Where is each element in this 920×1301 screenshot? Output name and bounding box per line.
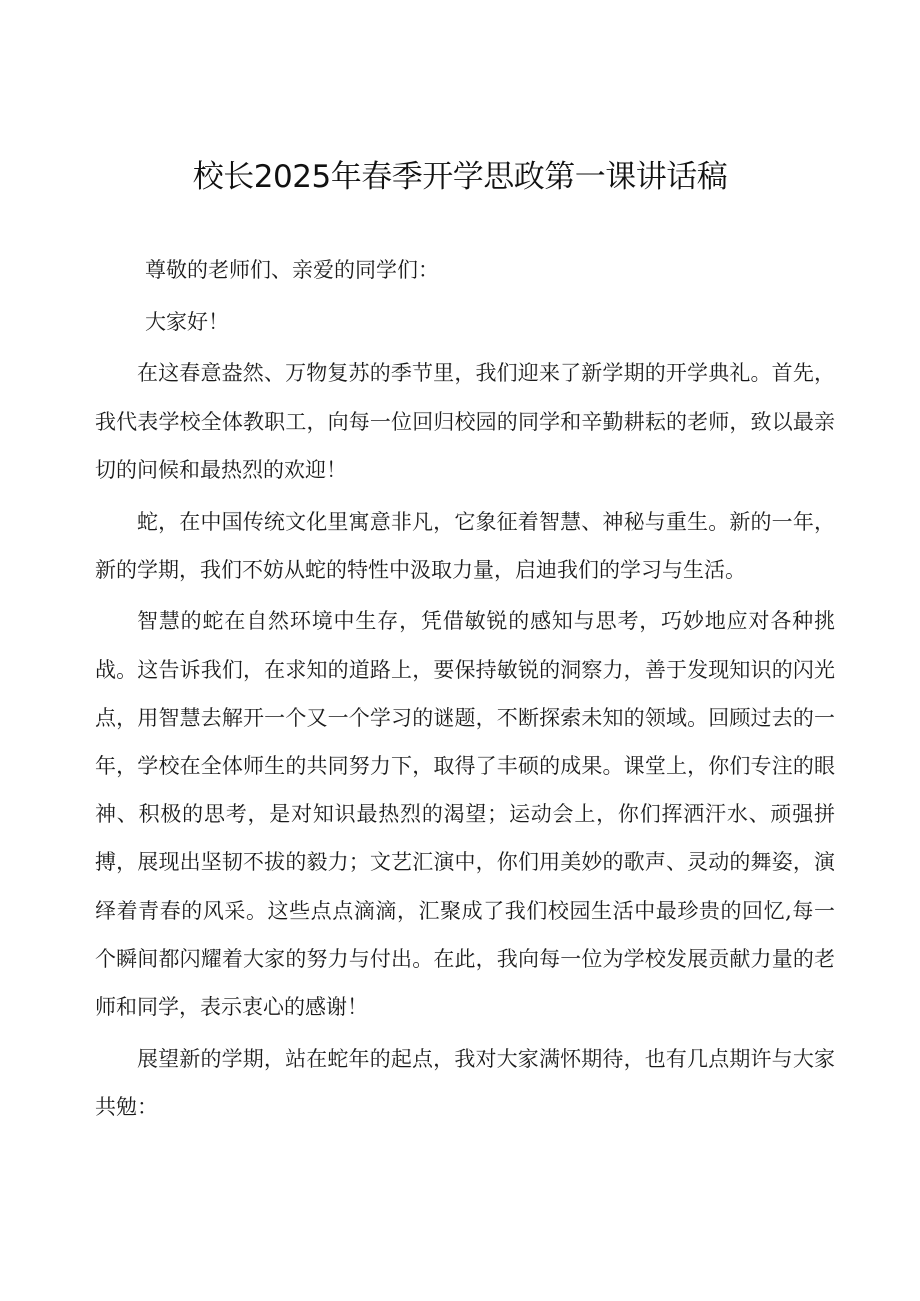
document-body [95, 246, 835, 1135]
outlook-paragraph: 展望新的学期，站在蛇年的起点，我对大家满怀期待，也有几点期许与大家共勉： [95, 1046, 835, 1119]
greeting-paragraph: 大家好！ [145, 309, 229, 334]
document-title: 校长2025年春季开学思政第一课讲话稿 [192, 159, 728, 195]
review-paragraph: 智慧的蛇在自然环境中生存，凭借敏锐的感知与思考，巧妙地应对各种挑战。这告诉我们，在求知的道路上，要保持敏锐的洞察力，善于发现知识的闪光点，用智慧去解开一个又一个学习的谜题，不断探索未知的领域。回顾过去的一年，学校在全体师生的共同努力下，取得了丰硕的成果。课堂上，你们专注的眼神、积极的思考，是对知识最热烈的渴望；运动会上，你们挥洒汗水、顽强拼搏，展现出坚韧不拔的毅力；文艺汇演中，你们用美妙的歌声、灵动的舞姿，演绎着青春的风采。这些点点滴滴，汇聚成了我们校园生活中最珍贵的回忆,每一个瞬间都闪耀着大家的努力与付出。在此，我向每一位为学校发展贡献力量的老师和同学，表示衷心的感谢！ [95, 609, 835, 1020]
salutation-paragraph: 尊敬的老师们、亲爱的同学们： [145, 258, 439, 282]
welcome-paragraph: 在这春意盎然、万物复苏的季节里，我们迎来了新学期的开学典礼。首先，我代表学校全体教职工，向每一位回归校园的同学和辛勤耕耘的老师，致以最亲切的问候和最热烈的欢迎！ [95, 361, 835, 482]
snake-symbolism-paragraph: 蛇，在中国传统文化里寓意非凡，它象征着智慧、神秘与重生。新的一年，新的学期，我们不妨从蛇的特性中汲取力量，启迪我们的学习与生活。 [95, 509, 835, 582]
